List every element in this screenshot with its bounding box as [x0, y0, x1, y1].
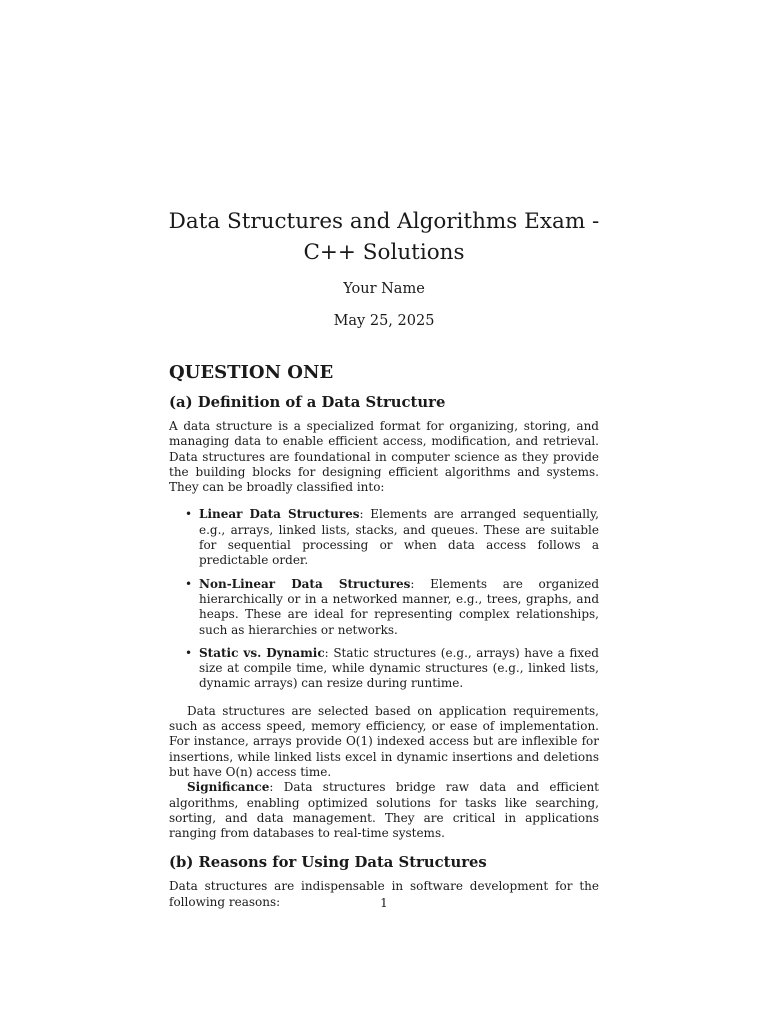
- page-number: 1: [380, 896, 388, 910]
- bullet-icon: •: [185, 576, 193, 591]
- subsection-heading-definition: (a) Definition of a Data Structure: [169, 394, 446, 411]
- bullet-term: Linear Data Structures: [199, 507, 360, 522]
- reasons-intro-paragraph: Data structures are indispensable in software development for the following reasons:: [169, 879, 599, 909]
- list-item: [169, 577, 599, 638]
- selection-paragraph: Data structures are selected based on application requirements, such as access speed, memory efficiency, or ease of implementation. For instance, arrays provide O(1) indexed access but are inflexible for insertions, while linked lists excel in dynamic insertions and deletions but have O(n) access time.: [169, 703, 599, 779]
- subsection-heading-reasons: (b) Reasons for Using Data Structures: [169, 854, 487, 872]
- definition-paragraph: A data structure is a specialized format for organizing, storing, and managing data to enable efficient access, modification, and retrieval. Data structures are foundational in computer science as they provide the building blocks for designing efficient algorithms and systems. They can be broadly classified into:: [169, 419, 599, 495]
- document-author: Your Name: [343, 281, 425, 297]
- bullet-text: : Static structures (e.g., arrays) have a fixed size at compile time, while dynamic structures (e.g., linked lists, dynamic arrays) can resize during runtime.: [199, 645, 599, 691]
- bullet-text: : Elements are arranged sequentially, e.g., arrays, linked lists, stacks, and queues. These are suitable for sequential processing or when data access follows a predictable order.: [199, 507, 599, 568]
- document-date: May 25, 2025: [333, 313, 435, 329]
- bullet-icon: •: [185, 507, 193, 522]
- bullet-term: Non-Linear Data Structures: [199, 576, 411, 591]
- significance-term: Significance: [187, 780, 270, 795]
- significance-paragraph: [169, 780, 599, 841]
- bullet-text: : Elements are organized hierarchically or in a networked manner, e.g., trees, graphs, and heaps. These are ideal for representing complex relationships, such as hierarchies or networks.: [199, 576, 600, 637]
- document-body: [169, 361, 599, 910]
- list-item: [169, 646, 599, 692]
- bullet-term: Static vs. Dynamic: [199, 645, 325, 660]
- significance-text: : Data structures bridge raw data and efficient algorithms, enabling optimized solutions for tasks like searching, sorting, and data management. They are critical in applications ranging from databases to real-time systems.: [169, 780, 599, 841]
- section-heading-question-one: QUESTION ONE: [169, 362, 334, 383]
- classification-list: [169, 507, 599, 691]
- bullet-icon: •: [185, 645, 193, 660]
- list-item: [169, 507, 599, 568]
- document-title: Data Structures and Algorithms Exam - C++ Solutions: [168, 209, 600, 265]
